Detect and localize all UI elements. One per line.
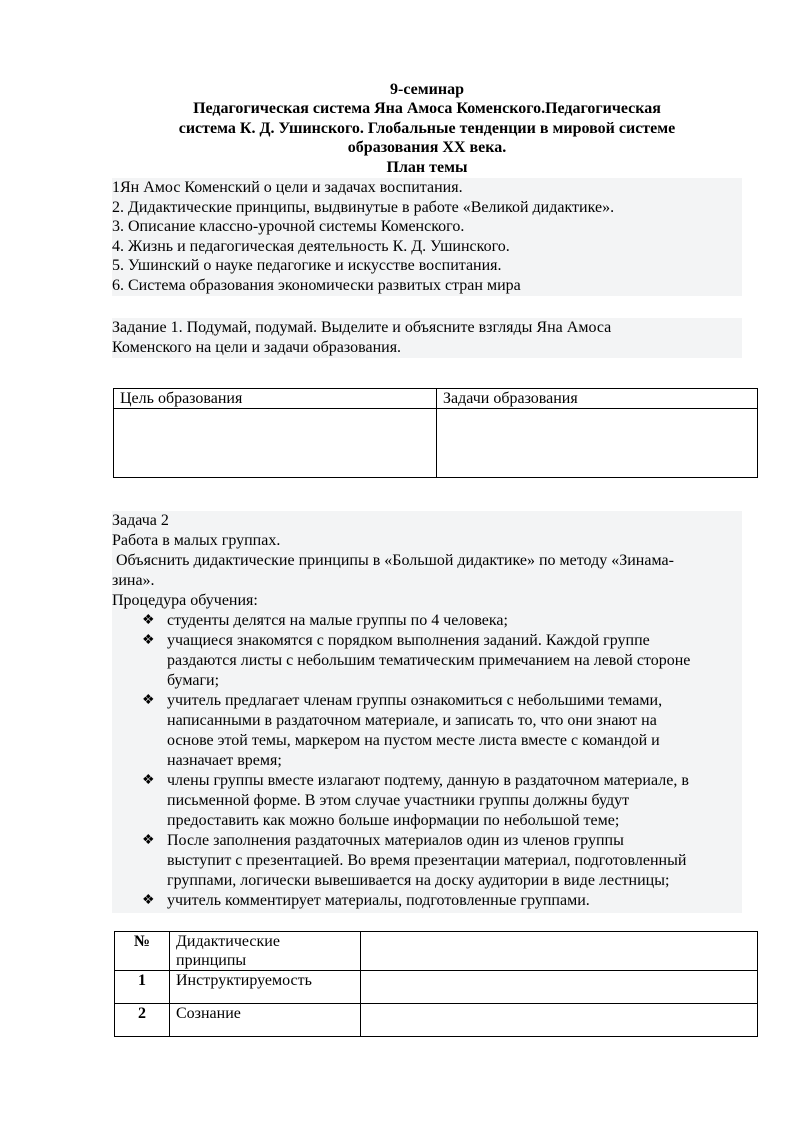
answer-cell[interactable] (361, 971, 758, 1004)
list-item (112, 631, 742, 691)
row-number: 2 (115, 1004, 170, 1037)
bullet-line: группами, логически вывешивается на доску аудитории в виде лестницы; (167, 872, 670, 889)
bullet-line: студенты делятся на малые группы по 4 человека; (167, 612, 508, 629)
answer-cell[interactable] (361, 1004, 758, 1037)
bullet-line: После заполнения раздаточных материалов один из членов группы (167, 832, 624, 849)
title-line-2: система К. Д. Ушинского. Глобальные тенденции в мировой системе (178, 119, 676, 137)
title-line-3: образования XX века. (347, 139, 507, 157)
bullet-line: выступит с презентацией. Во время презентации материал, подготовленный (167, 852, 687, 869)
principles-header-line: Дидактические (176, 933, 280, 950)
task1-line: Задание 1. Подумай, подумай. Выделите и объясните взгляды Яна Амоса (112, 319, 612, 336)
diamond-bullet-icon: ❖ (142, 773, 155, 788)
list-item (112, 891, 742, 911)
row-number: 1 (115, 971, 170, 1004)
goal-cell[interactable] (114, 409, 437, 478)
title-line-1: Педагогическая система Яна Амоса Коменского.Педагогическая (193, 100, 661, 118)
diamond-bullet-icon: ❖ (142, 633, 155, 648)
list-item (112, 831, 742, 891)
list-item (112, 611, 742, 631)
list-item (112, 771, 742, 831)
task2-line: Процедура обучения: (112, 592, 258, 609)
bullet-line: основе этой темы, маркером на пустом месте листа вместе с командой и (167, 732, 660, 749)
empty-header (361, 932, 758, 971)
goal-header: Цель образования (114, 389, 437, 409)
plan-item: 4. Жизнь и педагогическая деятельность К. Д. Ушинского. (112, 237, 510, 255)
principles-table (114, 931, 758, 1037)
bullet-line: учитель комментирует материалы, подготовленные группами. (167, 892, 590, 909)
diamond-bullet-icon: ❖ (142, 693, 155, 708)
bullet-line: бумаги; (167, 672, 220, 689)
number-header: № (115, 932, 170, 971)
title-block (112, 80, 742, 177)
bullet-line: раздаются листы с небольшим тематическим примечанием на левой стороне (167, 652, 691, 669)
bullet-line: назначает время; (167, 752, 282, 769)
diamond-bullet-icon: ❖ (142, 833, 155, 848)
task2-title: Задача 2 (112, 512, 169, 529)
goals-table (113, 388, 758, 478)
task2-line: Объяснить дидактические принципы в «Большой дидактике» по методу «Зинама- (112, 552, 674, 569)
plan-item: 1Ян Амос Коменский о цели и задачах воспитания. (112, 179, 463, 196)
bullet-line: письменной форме. В этом случае участники группы должны будут (167, 792, 630, 809)
principles-header-line: принципы (176, 952, 247, 969)
diamond-bullet-icon: ❖ (142, 613, 155, 628)
task1-text (112, 318, 742, 358)
tasks-cell[interactable] (437, 409, 758, 478)
seminar-number: 9-семинар (390, 81, 464, 98)
bullet-line: написанными в раздаточном материале, и записать то, что они знают на (167, 712, 657, 729)
task1-line: Коменского на цели и задачи образования. (112, 339, 402, 356)
table-row (115, 1004, 758, 1037)
task2-line: Работа в малых группах. (112, 532, 281, 549)
bullet-line: члены группы вместе излагают подтему, данную в раздаточном материале, в (167, 772, 689, 789)
plan-item: 6. Система образования экономически развитых стран мира (112, 276, 521, 294)
list-item (112, 691, 742, 771)
task2-block (112, 511, 742, 913)
principle-name: Сознание (170, 1004, 361, 1037)
principle-name: Инструктируемость (170, 971, 361, 1004)
plan-item: 5. Ушинский о науке педагогике и искусстве воспитания. (112, 257, 502, 275)
plan-item: 2. Дидактические принципы, выдвинутые в работе «Великой дидактике». (112, 198, 615, 216)
tasks-header: Задачи образования (437, 389, 758, 409)
principles-header (170, 932, 361, 971)
plan-list (112, 178, 742, 296)
bullet-line: предоставить как можно больше информации по небольшой теме; (167, 812, 620, 829)
diamond-bullet-icon: ❖ (142, 893, 155, 908)
table-row (115, 971, 758, 1004)
task2-line: зина». (112, 572, 155, 589)
bullet-line: учащиеся знакомятся с порядком выполнения заданий. Каждой группе (167, 632, 650, 649)
plan-heading: План темы (386, 158, 468, 176)
bullet-line: учитель предлагает членам группы ознакомиться с небольшими темами, (167, 692, 663, 709)
plan-item: 3. Описание классно-урочной системы Коменского. (112, 218, 465, 236)
